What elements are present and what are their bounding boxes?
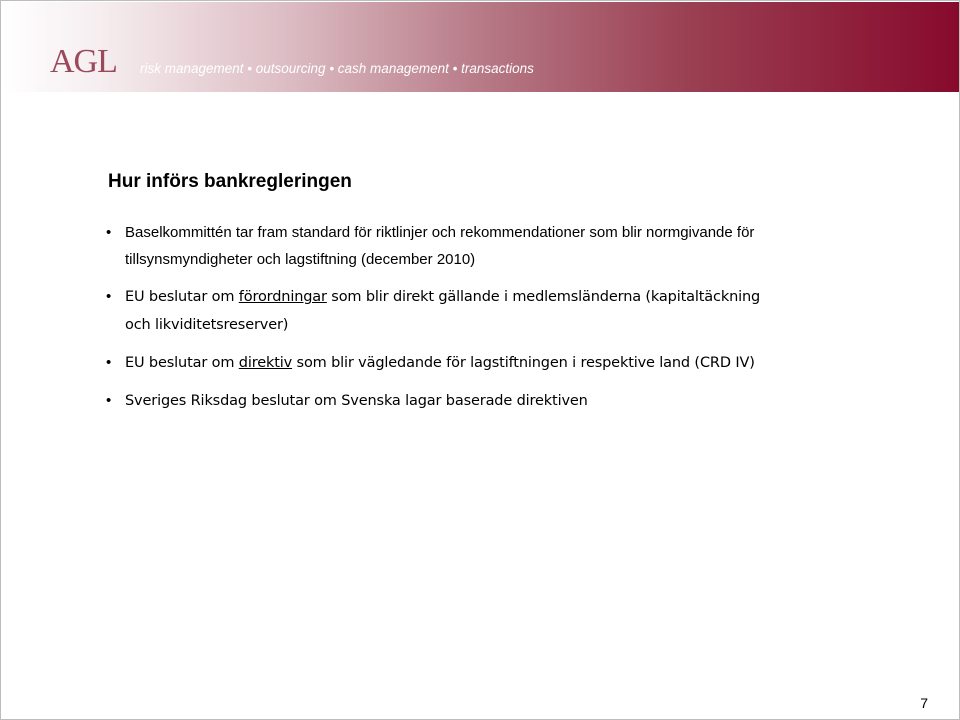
bullet-text: [125, 289, 760, 333]
bullet-item: [106, 283, 786, 339]
bullet-text-after: som blir vägledande för lagstiftningen i respektive land (CRD IV): [292, 355, 755, 371]
bullet-text: [125, 355, 755, 371]
slide-title: Hur införs bankregleringen: [108, 171, 352, 192]
bullet-item: [106, 387, 786, 415]
bullet-icon: •: [106, 224, 112, 241]
underlined-term: direktiv: [238, 355, 293, 371]
bullet-icon: •: [106, 288, 112, 305]
agl-logo-text: AGL: [50, 43, 117, 78]
bullet-text: Baselkommittén tar fram standard för riktlinjer och rekommendationer som blir normgivande för tillsynsmyndigheter och lagstiftning (december 2010): [125, 224, 755, 268]
bullet-item: [106, 349, 786, 377]
page-number: 7: [920, 695, 928, 711]
agl-logo: [50, 42, 128, 78]
bullet-text-before: EU beslutar om: [125, 289, 239, 305]
bullet-text: Sveriges Riksdag beslutar om Svenska lagar baserade direktiven: [125, 393, 588, 409]
bullet-text-before: EU beslutar om: [125, 355, 239, 371]
bullet-text-after: som blir direkt gällande i medlemsländerna (kapitaltäckning och likviditetsreserver): [125, 289, 761, 333]
bullet-item: [106, 219, 786, 273]
bullet-icon: •: [106, 392, 112, 409]
header-tagline: risk management • outsourcing • cash management • transactions: [140, 61, 534, 76]
underlined-term: förordningar: [238, 289, 327, 305]
header-banner: [2, 2, 959, 92]
bullet-list: [106, 219, 786, 425]
bullet-icon: •: [106, 354, 112, 371]
